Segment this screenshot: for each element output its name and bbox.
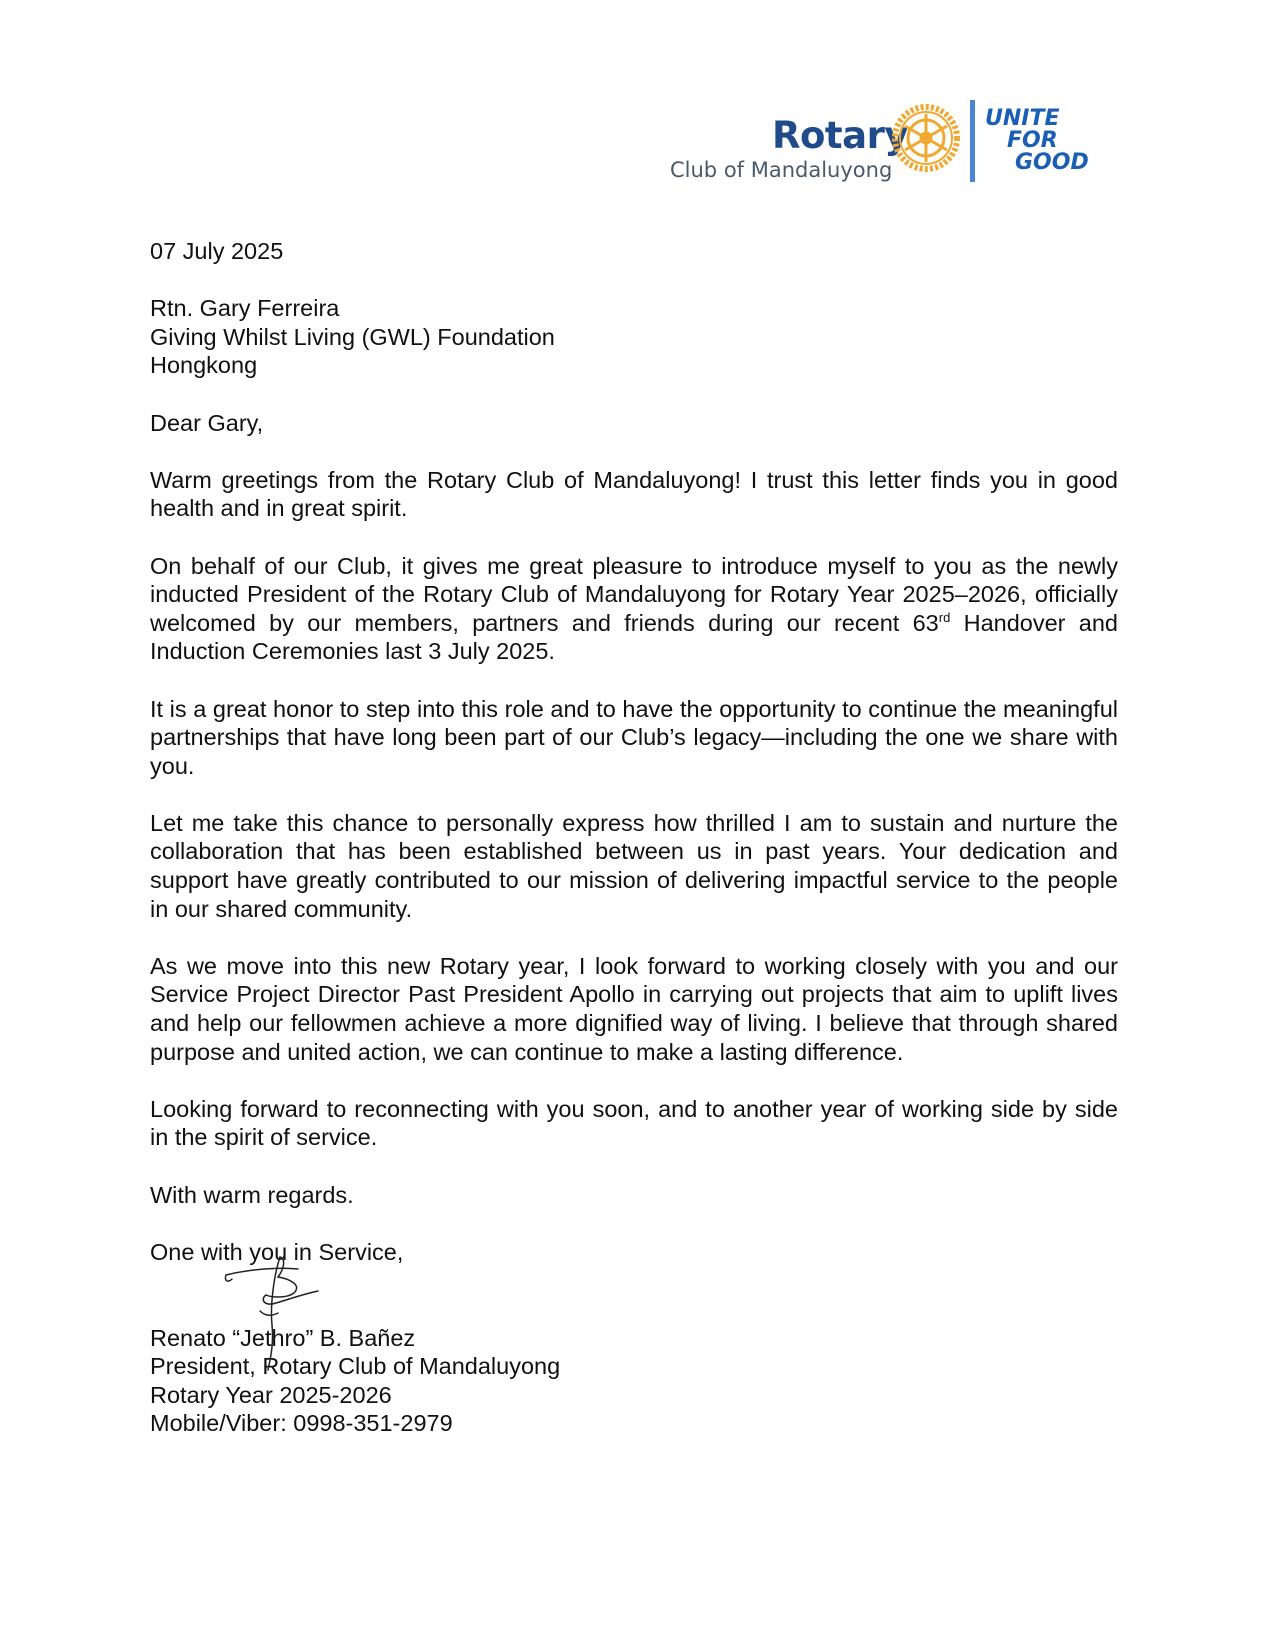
logo-divider	[970, 100, 975, 182]
logo-brand: Rotary	[772, 114, 908, 157]
tagline-line: UNITE	[985, 106, 1060, 131]
signer-phone: Mobile/Viber: 0998-351-2979	[150, 1410, 453, 1437]
paragraph-1: Warm greetings from the Rotary Club of Mandaluyong! I trust this letter finds you in good health and in great spirit.	[150, 466, 1118, 522]
recipient-line: Giving Whilst Living (GWL) Foundation	[150, 323, 555, 350]
rotary-wheel-icon	[890, 102, 962, 174]
signer-name: Renato “Jethro” B. Bañez	[150, 1324, 416, 1351]
signer-term: Rotary Year 2025-2026	[150, 1381, 392, 1408]
rotary-logo	[660, 96, 1100, 196]
logo-club-name: Club of Mandaluyong	[670, 158, 893, 182]
paragraph-3: It is a great honor to step into this role and to have the opportunity to continue the meaningful partnerships that have long been part of our Club’s legacy—including the one we share with you.	[150, 695, 1118, 779]
logo-tagline	[985, 108, 1089, 174]
salutation: Dear Gary,	[150, 409, 264, 436]
ordinal-suffix: rd	[938, 609, 951, 625]
paragraph-2-text-end: Handover and Induction Ceremonies last 3 July 2025.	[150, 609, 1118, 665]
tagline-line: GOOD	[1015, 150, 1089, 175]
recipient-line: Hongkong	[150, 352, 258, 379]
closing-service: One with you in Service,	[150, 1238, 404, 1265]
paragraph-5: As we move into this new Rotary year, I look forward to working closely with you and our Service Project Director Past President Apollo in carrying out projects that aim to uplift lives and help our fellowmen achieve a more dignified way of living. I believe that through shared purpose and united action, we can continue to make a lasting difference.	[150, 952, 1118, 1065]
signer-title: President, Rotary Club of Mandaluyong	[150, 1353, 561, 1380]
paragraph-2	[150, 552, 1118, 666]
signature-image	[220, 1255, 340, 1375]
tagline-line: FOR	[1007, 128, 1058, 153]
closing-regards: With warm regards.	[150, 1181, 354, 1208]
paragraph-6: Looking forward to reconnecting with you soon, and to another year of working side by side in the spirit of service.	[150, 1095, 1118, 1151]
paragraph-4: Let me take this chance to personally express how thrilled I am to sustain and nurture the collaboration that has been established between us in past years. Your dedication and support have greatly contributed to our mission of delivering impactful service to the people in our shared community.	[150, 809, 1118, 922]
letter-date: 07 July 2025	[150, 238, 284, 264]
recipient-block	[150, 294, 1118, 380]
recipient-line: Rtn. Gary Ferreira	[150, 295, 340, 322]
paragraph-2-text: On behalf of our Club, it gives me great pleasure to introduce myself to you as the newly inducted President of the Rotary Club of Mandaluyong for Rotary Year 2025–2026, officially welcomed by our members, partners and friends during our recent 63	[150, 552, 1118, 636]
